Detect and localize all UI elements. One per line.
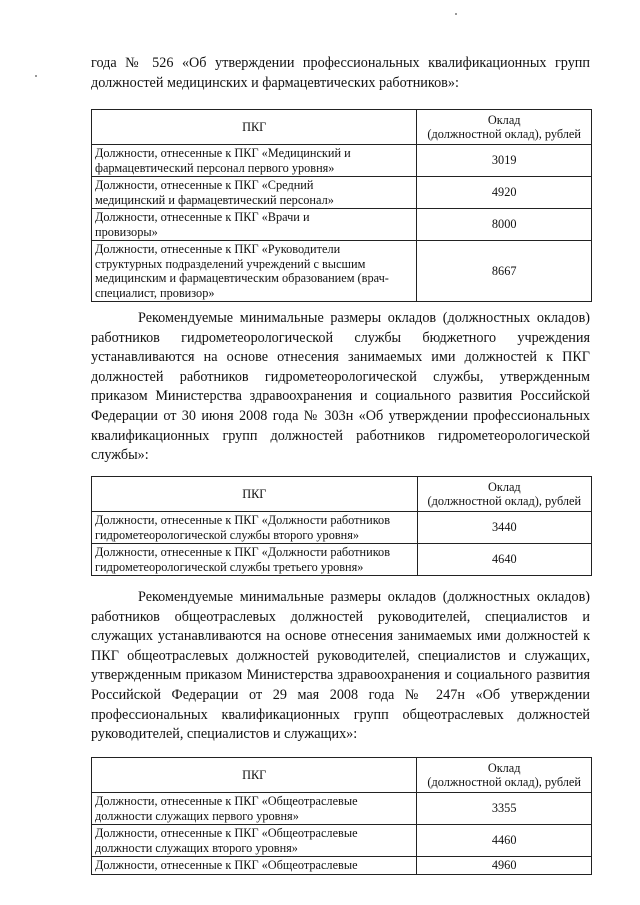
intro-paragraph [91,54,590,93]
cell-line: специалист, провизор» [95,285,215,300]
pkg-cell [92,825,417,857]
text-line: приказом Министерства здравоохранения и социального развития Российской [91,388,590,405]
table-row [92,177,592,209]
table-header-row [92,477,592,512]
salary-table-general [91,757,592,875]
text-line: устанавливаются на основе отнесения занимаемых ими должностей к ПКГ [91,349,590,366]
cell-line: Должности, отнесенные к ПКГ «Врачи и [95,210,310,224]
salary-value: 3019 [417,145,592,177]
table-header-row [92,110,592,145]
cell-line: медицинским и фармацевтическим образованием (врач- [95,271,389,285]
pkg-cell [92,145,417,177]
text-line: служащих устанавливаются на основе отнесения занимаемых ими должностей к [91,628,590,645]
table-row [92,793,592,825]
text-line: работников гидрометеорологической службы бюджетного учреждения [91,329,590,346]
header-line: (должностной оклад), рублей [427,775,581,789]
text-line: Российской Федерации от 29 мая 2008 года № 247н «Об утверждении [91,686,590,703]
scan-speck [35,75,37,77]
table-row [92,825,592,857]
header-line: Оклад [487,112,521,127]
cell-line: провизоры» [95,224,158,239]
pkg-cell [92,857,417,875]
text-line: службы»: [91,447,149,464]
pkg-cell [92,544,418,576]
column-header-pkg: ПКГ [92,758,417,793]
cell-line: должности служащих первого уровня» [95,808,299,823]
salary-value: 4920 [417,177,592,209]
text-line: руководителей, специалистов и служащих»: [91,726,358,743]
cell-line: Должности, отнесенные к ПКГ «Общеотраслевые [95,826,358,840]
pkg-cell [92,512,418,544]
text-line: профессиональных квалификационных групп общеотраслевых должностей [91,706,590,723]
cell-line: Должности, отнесенные к ПКГ «Медицинский и [95,146,351,160]
text-line: должностей медицинских и фармацевтических работников»: [91,74,459,91]
salary-table-hydromet [91,476,592,576]
table-header-row [92,758,592,793]
cell-line: гидрометеорологической службы второго уровня» [95,527,360,542]
salary-value: 3355 [417,793,592,825]
salary-value: 8000 [417,209,592,241]
text-line: должностей работников гидрометеорологической службы, утвержденным [91,368,590,385]
table-row [92,857,592,875]
salary-value: 8667 [417,241,592,302]
scan-speck [455,13,457,15]
cell-line: Должности, отнесенные к ПКГ «Средний [95,178,314,192]
pkg-cell [92,209,417,241]
text-line: Рекомендуемые минимальные размеры окладов (должностных окладов) [138,310,590,326]
column-header-pkg: ПКГ [92,110,417,145]
text-line: ПКГ общеотраслевых должностей руководителей, специалистов и служащих, [91,647,590,664]
column-header-salary [417,110,592,145]
table-row [92,209,592,241]
paragraph-hydromet [91,309,590,466]
table-row [92,512,592,544]
cell-line: структурных подразделений учреждений с высшим [95,256,366,271]
salary-value: 4640 [417,544,591,576]
pkg-cell [92,793,417,825]
cell-line: Должности, отнесенные к ПКГ «Общеотраслевые [95,794,358,808]
column-header-salary [417,758,592,793]
cell-line: должности служащих второго уровня» [95,840,298,855]
cell-line: гидрометеорологической службы третьего уровня» [95,559,364,574]
cell-line: фармацевтический персонал первого уровня» [95,160,335,175]
table-row [92,145,592,177]
paragraph-general [91,588,590,745]
text-line: утвержденным приказом Министерства здравоохранения и социального развития [91,667,590,684]
salary-value: 3440 [417,512,591,544]
pkg-cell [92,241,417,302]
cell-line: Должности, отнесенные к ПКГ «Руководители [95,242,341,256]
header-line: Оклад [487,760,521,775]
text-line: Федерации от 30 июня 2008 года № 303н «Об утверждении профессиональных [91,407,590,424]
salary-table-medical [91,109,592,302]
salary-value: 4960 [417,857,592,875]
text-line: Рекомендуемые минимальные размеры окладов (должностных окладов) [138,589,590,605]
text-line: года № 526 «Об утверждении профессиональных квалификационных групп [91,55,590,71]
salary-value: 4460 [417,825,592,857]
header-line: (должностной оклад), рублей [427,127,581,141]
table-row [92,241,592,302]
header-line: (должностной оклад), рублей [427,494,582,508]
column-header-salary [417,477,591,512]
cell-line: Должности, отнесенные к ПКГ «Должности работников [95,545,391,559]
header-line: Оклад [487,479,521,494]
cell-line: Должности, отнесенные к ПКГ «Должности работников [95,513,391,527]
text-line: квалификационных групп должностей работников гидрометеорологической [91,427,590,444]
cell-line: Должности, отнесенные к ПКГ «Общеотраслевые [95,858,358,872]
text-line: работников общеотраслевых должностей руководителей, специалистов и [91,608,590,625]
cell-line: медицинский и фармацевтический персонал» [95,192,334,207]
pkg-cell [92,177,417,209]
table-row [92,544,592,576]
column-header-pkg: ПКГ [92,477,418,512]
